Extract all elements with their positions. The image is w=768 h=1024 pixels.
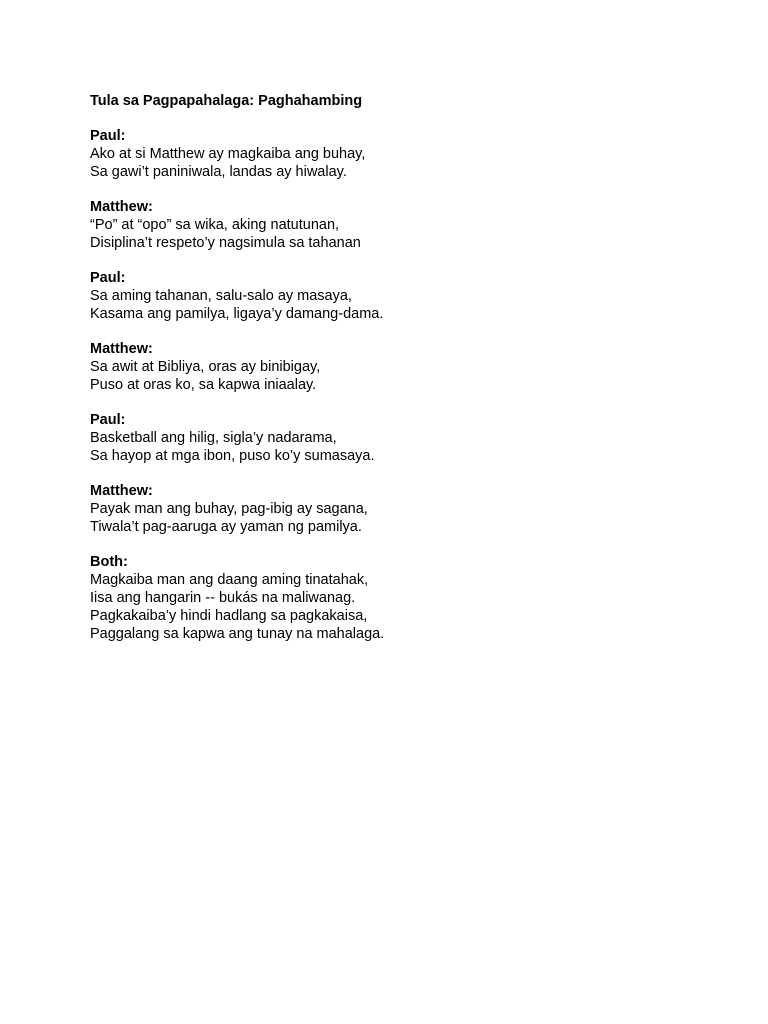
poem-line: Pagkakaiba’y hindi hadlang sa pagkakaisa, bbox=[90, 608, 368, 624]
speaker-label: Matthew: bbox=[90, 199, 153, 215]
speaker-label: Paul: bbox=[90, 412, 126, 428]
stanza bbox=[90, 127, 730, 181]
poem-line: Iisa ang hangarin -- bukás na maliwanag. bbox=[90, 590, 356, 606]
poem-line: Ako at si Matthew ay magkaiba ang buhay, bbox=[90, 146, 366, 162]
poem-line: “Po” at “opo” sa wika, aking natutunan, bbox=[90, 217, 340, 233]
poem-line: Tiwala’t pag-aaruga ay yaman ng pamilya. bbox=[90, 519, 362, 535]
poem-line: Sa aming tahanan, salu-salo ay masaya, bbox=[90, 288, 352, 304]
poem-line: Magkaiba man ang daang aming tinatahak, bbox=[90, 572, 369, 588]
speaker-label: Both: bbox=[90, 554, 128, 570]
poem-line: Kasama ang pamilya, ligaya’y damang-dama. bbox=[90, 306, 384, 322]
poem-line: Payak man ang buhay, pag-ibig ay sagana, bbox=[90, 501, 368, 517]
stanza bbox=[90, 198, 730, 252]
stanza bbox=[90, 411, 730, 465]
speaker-label: Paul: bbox=[90, 270, 126, 286]
poem-line: Sa awit at Bibliya, oras ay binibigay, bbox=[90, 359, 321, 375]
poem-line: Puso at oras ko, sa kapwa iniaalay. bbox=[90, 377, 317, 393]
stanza bbox=[90, 553, 730, 643]
poem-title: Tula sa Pagpapahalaga: Paghahambing bbox=[90, 93, 363, 109]
speaker-label: Paul: bbox=[90, 128, 126, 144]
speaker-label: Matthew: bbox=[90, 483, 153, 499]
poem-line: Sa gawi’t paniniwala, landas ay hiwalay. bbox=[90, 164, 347, 180]
poem-line: Paggalang sa kapwa ang tunay na mahalaga. bbox=[90, 626, 385, 642]
stanza bbox=[90, 269, 730, 323]
poem-body bbox=[90, 127, 730, 643]
poem-line: Basketball ang hilig, sigla’y nadarama, bbox=[90, 430, 337, 446]
poem-line: Disiplina’t respeto’y nagsimula sa tahanan bbox=[90, 235, 361, 251]
stanza bbox=[90, 482, 730, 536]
poem-line: Sa hayop at mga ibon, puso ko’y sumasaya. bbox=[90, 448, 375, 464]
stanza bbox=[90, 340, 730, 394]
speaker-label: Matthew: bbox=[90, 341, 153, 357]
document-page bbox=[90, 92, 730, 643]
